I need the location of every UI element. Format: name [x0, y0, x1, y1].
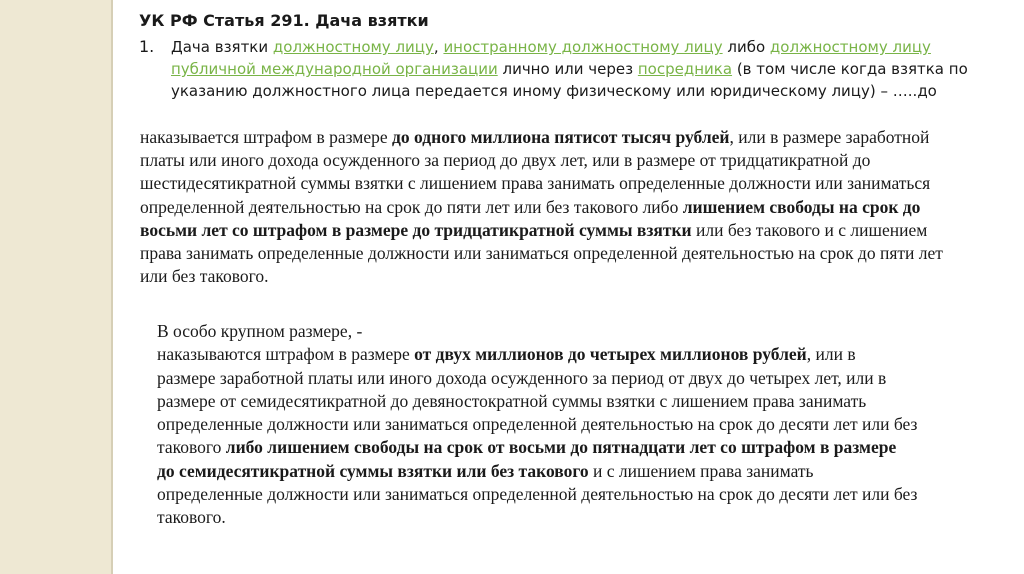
text-line: такового. — [157, 507, 226, 528]
punishment-paragraph — [140, 126, 1024, 288]
link-intl-official[interactable]: должностному лицу публичной международной организации — [171, 38, 931, 78]
text-line: размере заработной платы или иного дохода осужденного за период от двух до четырех лет, или в — [157, 367, 887, 388]
article-item-1 — [139, 36, 1009, 102]
text-line: определенные должности или заниматься определенной деятельностью на срок до десяти лет или без — [157, 414, 918, 435]
text-line: восьми лет со штрафом в размере до тридцатикратной суммы взятки или без такового и с лишением — [140, 219, 928, 240]
text-line: до семидесятикратной суммы взятки или без такового и с лишением права занимать — [157, 460, 814, 481]
item-text: Дача взятки должностному лицу, иностранному должностному лицу либо должностному лицу публичной международной организации лично или через посредника (в том числе когда взятка по указанию должностного лица передается иному физическому или юридическому лицу) – …..до — [171, 38, 968, 100]
text-line: размере от семидесятикратной до девяностократной суммы взятки с лишением права занимать — [157, 390, 867, 411]
link-official[interactable]: должностному лицу — [272, 38, 434, 56]
text-line: права занимать определенные должности или заниматься определенной деятельностью на срок до пяти лет — [140, 243, 943, 264]
left-decorative-band — [0, 0, 111, 574]
text-line: наказывается штрафом в размере до одного миллиона пятисот тысяч рублей, или в размере заработной — [140, 127, 930, 147]
slide — [113, 0, 1024, 574]
text-line: платы или иного дохода осужденного за период до двух лет, или в размере от тридцатикратной до — [140, 150, 871, 171]
item-number: 1. — [139, 37, 155, 56]
text-line: определенной деятельностью на срок до пяти лет или без такового либо лишением свободы на срок до — [140, 196, 921, 217]
link-foreign-official[interactable]: иностранному должностному лицу — [443, 38, 723, 56]
text-line: или без такового. — [140, 266, 269, 287]
text-line: такового либо лишением свободы на срок от восьми до пятнадцати лет со штрафом в размере — [157, 437, 897, 458]
text-line: В особо крупном размере, - — [157, 321, 363, 341]
text-line: наказываются штрафом в размере от двух миллионов до четырех миллионов рублей, или в — [157, 344, 856, 365]
large-scale-paragraph — [157, 320, 1017, 530]
text-line: шестидесятикратной суммы взятки с лишением права занимать определенные должности или заниматься — [140, 173, 931, 194]
text-line: определенные должности или заниматься определенной деятельностью на срок до десяти лет или без — [157, 484, 918, 505]
link-intermediary[interactable]: посредника — [637, 60, 733, 78]
slide-title: УК РФ Статья 291. Дача взятки — [139, 11, 429, 30]
